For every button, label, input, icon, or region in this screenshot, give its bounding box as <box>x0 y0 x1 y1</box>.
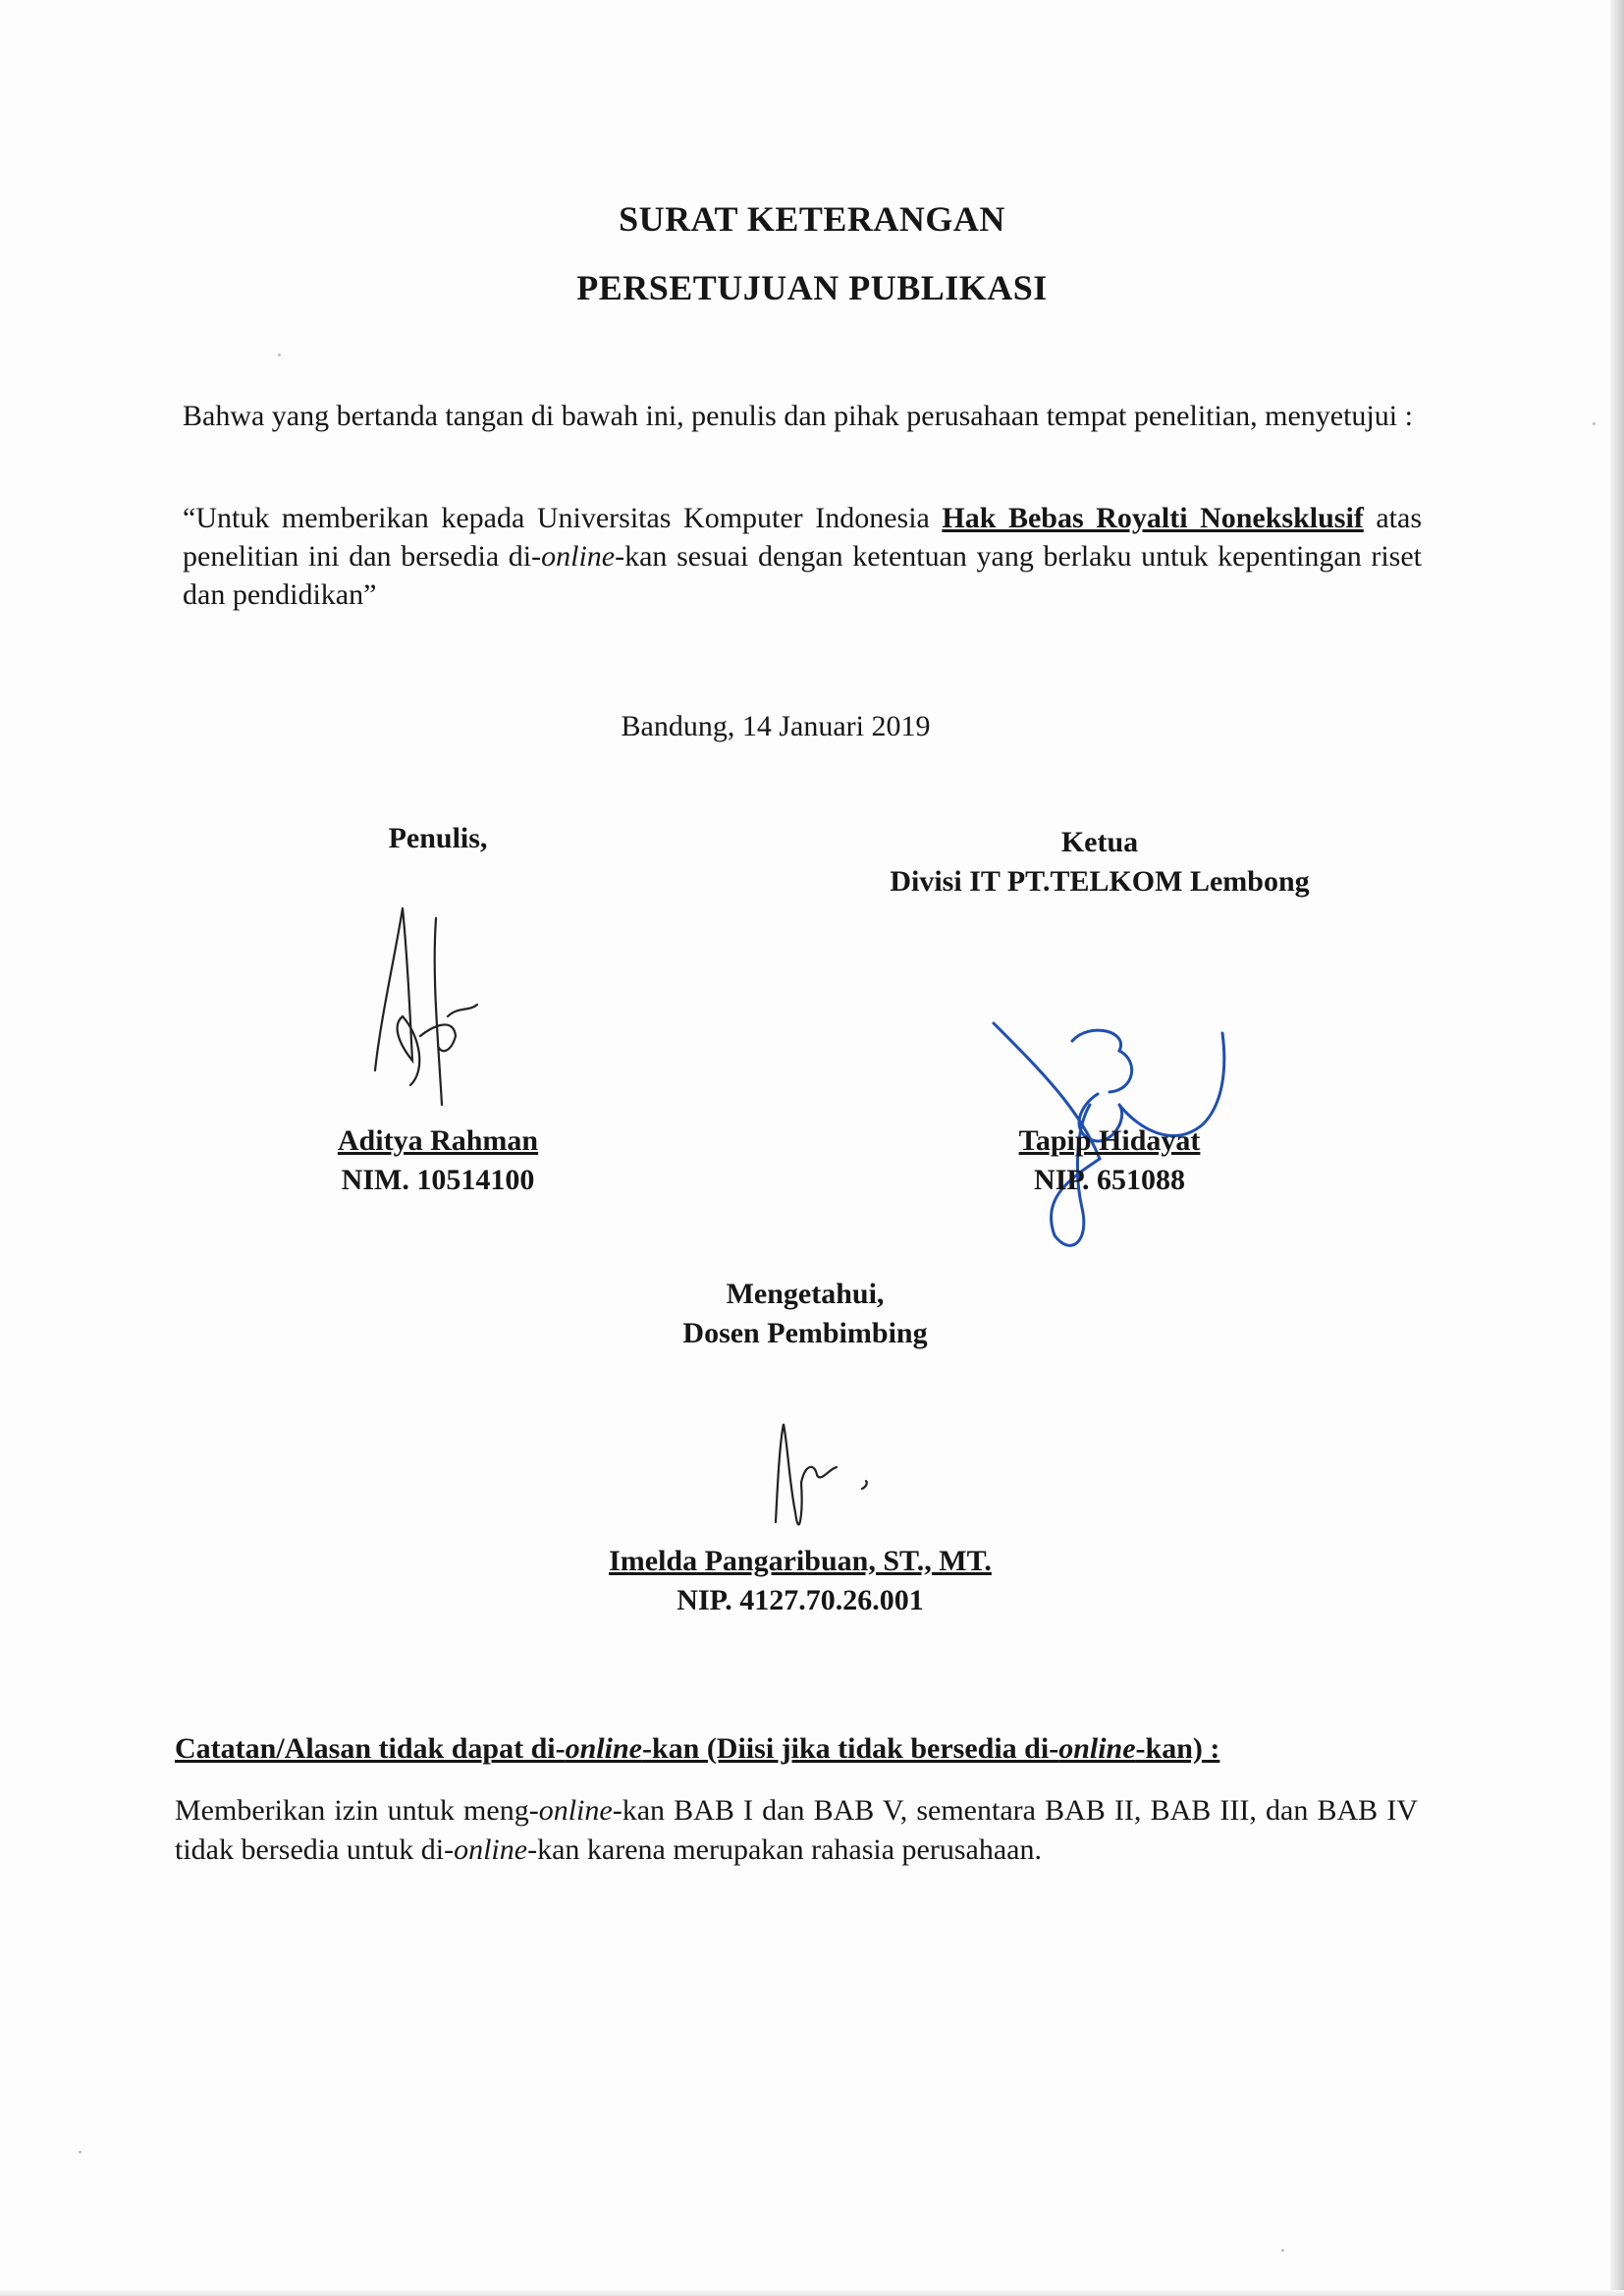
note-body-text: Memberikan izin untuk meng- <box>175 1794 539 1827</box>
document-subtitle: PERSETUJUAN PUBLIKASI <box>576 268 1048 307</box>
intro-paragraph: Bahwa yang bertanda tangan di bawah ini, penulis dan pihak perusahaan tempat penelitian, menyetujui : <box>183 400 1413 432</box>
document-title: SURAT KETERANGAN <box>619 199 1005 239</box>
author-signature-block <box>291 1121 585 1200</box>
online-term: online <box>538 1794 613 1827</box>
note-heading <box>175 1732 1219 1766</box>
author-signature <box>363 889 520 1115</box>
author-name: Aditya Rahman <box>337 1124 539 1157</box>
royalty-term: Hak Bebas Royalti Noneksklusif <box>942 502 1364 534</box>
company-signature-block <box>982 1121 1237 1200</box>
author-id: NIM. 10514100 <box>341 1164 535 1196</box>
scan-speck <box>278 354 281 356</box>
scan-speck <box>1593 422 1596 425</box>
place-date: Bandung, 14 Januari 2019 <box>621 710 931 742</box>
company-signer-name: Tapip Hidayat <box>1018 1124 1201 1157</box>
agreement-text: atas penelitian ini dan bersedia di- <box>183 502 1422 573</box>
note-heading-text: Catatan/Alasan tidak dapat di- <box>175 1732 566 1765</box>
company-signer-id: NIP. 651088 <box>1034 1164 1185 1196</box>
company-role-division: Divisi IT PT.TELKOM Lembong <box>890 865 1310 898</box>
online-term: online <box>541 540 616 573</box>
supervisor-signature <box>756 1404 893 1561</box>
online-term: online <box>1058 1732 1136 1765</box>
note-body-text: -kan karena merupakan rahasia perusahaan. <box>527 1833 1042 1866</box>
scan-edge-right <box>1610 0 1624 2296</box>
note-heading-text: -kan) : <box>1135 1732 1220 1765</box>
scan-speck <box>1281 2249 1284 2252</box>
supervisor-signature-block <box>511 1542 1090 1620</box>
supervisor-id: NIP. 4127.70.26.001 <box>677 1584 924 1616</box>
agreement-text: “Untuk memberikan kepada Universitas Komputer Indonesia <box>183 502 943 534</box>
supervisor-name: Imelda Pangaribuan, ST., MT. <box>609 1545 992 1577</box>
agreement-paragraph <box>183 499 1422 614</box>
note-heading-text: -kan (Diisi jika tidak bersedia di- <box>641 1732 1059 1765</box>
online-term: online <box>565 1732 642 1765</box>
agreement-text: -kan sesuai dengan ketentuan yang berlaku untuk kepentingan riset dan pendidikan” <box>183 540 1423 611</box>
company-role-block <box>815 823 1384 902</box>
scan-speck <box>79 2151 81 2154</box>
supervisor-acknowledge-label: Mengetahui, <box>726 1278 885 1310</box>
supervisor-role-title: Dosen Pembimbing <box>682 1317 928 1349</box>
author-role-label: Penulis, <box>388 822 488 854</box>
scan-edge-bottom <box>0 2290 1624 2296</box>
note-body-text: -kan BAB I dan BAB V, sementara BAB II, BAB III, dan BAB IV tidak bersedia untuk di- <box>175 1794 1418 1866</box>
note-body <box>175 1791 1418 1870</box>
company-role-title: Ketua <box>1060 826 1139 858</box>
online-term: online <box>454 1833 528 1866</box>
supervisor-role-block <box>589 1275 1021 1353</box>
